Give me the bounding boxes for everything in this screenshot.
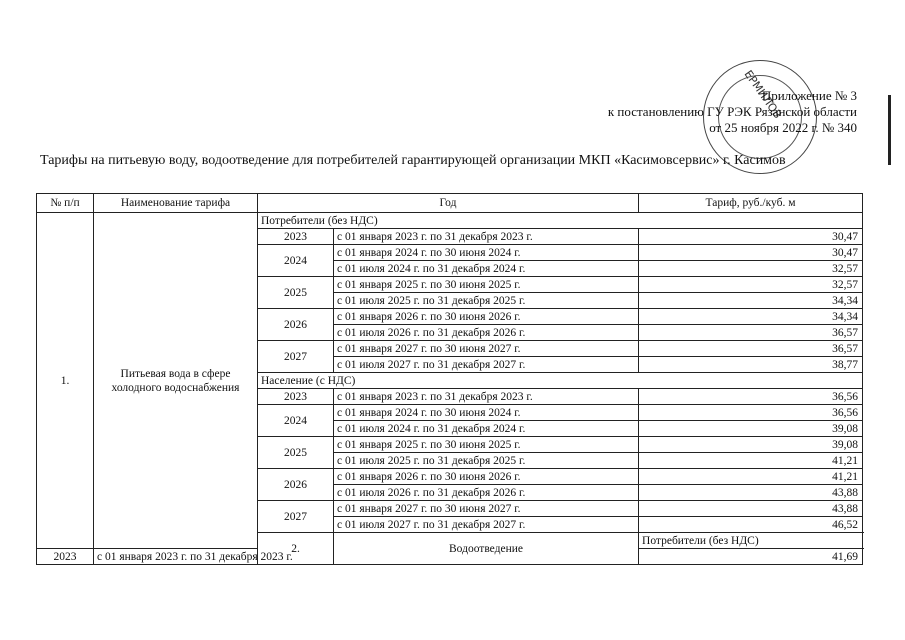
row-num: 1. bbox=[37, 213, 94, 549]
tariff-table bbox=[36, 193, 863, 565]
document-title: Тарифы на питьевую воду, водоотведение для потребителей гарантирующей организации МКП «Касимовсервис» г. Касимов bbox=[40, 153, 786, 168]
period-cell: с 01 июля 2025 г. по 31 декабря 2025 г. bbox=[334, 453, 639, 469]
year-cell: 2023 bbox=[258, 229, 334, 245]
tariff-cell: 32,57 bbox=[639, 261, 863, 277]
year-cell: 2025 bbox=[258, 437, 334, 469]
period-cell: с 01 июля 2024 г. по 31 декабря 2024 г. bbox=[334, 421, 639, 437]
period-cell: с 01 января 2025 г. по 30 июня 2025 г. bbox=[334, 437, 639, 453]
year-cell: 2026 bbox=[258, 469, 334, 501]
period-cell: с 01 января 2026 г. по 30 июня 2026 г. bbox=[334, 469, 639, 485]
year-cell: 2026 bbox=[258, 309, 334, 341]
period-cell: с 01 января 2023 г. по 31 декабря 2023 г. bbox=[334, 389, 639, 405]
period-cell: с 01 января 2027 г. по 30 июня 2027 г. bbox=[334, 341, 639, 357]
year-cell: 2025 bbox=[258, 277, 334, 309]
period-cell: с 01 января 2026 г. по 30 июня 2026 г. bbox=[334, 309, 639, 325]
col-tariff: Тариф, руб./куб. м bbox=[639, 194, 863, 213]
resolution-ref: к постановлению ГУ РЭК Рязанской области bbox=[607, 104, 857, 119]
col-year: Год bbox=[258, 194, 639, 213]
tariff-cell: 41,21 bbox=[639, 453, 863, 469]
period-cell: с 01 июля 2026 г. по 31 декабря 2026 г. bbox=[334, 325, 639, 341]
tariff-cell: 43,88 bbox=[639, 485, 863, 501]
period-cell: с 01 июля 2027 г. по 31 декабря 2027 г. bbox=[334, 517, 639, 533]
resolution-date: от 25 ноября 2022 г. № 340 bbox=[709, 120, 857, 135]
row-tariff-name: Питьевая вода в сфере холодного водоснабжения bbox=[94, 213, 258, 549]
period-cell: с 01 июля 2026 г. по 31 декабря 2026 г. bbox=[334, 485, 639, 501]
tariff-cell: 36,56 bbox=[639, 405, 863, 421]
col-tariff-name: Наименование тарифа bbox=[94, 194, 258, 213]
table-row bbox=[37, 213, 863, 229]
appendix-number: Приложение № 3 bbox=[761, 88, 857, 103]
tariff-cell: 36,56 bbox=[639, 389, 863, 405]
tariff-cell: 34,34 bbox=[639, 309, 863, 325]
period-cell: с 01 января 2023 г. по 31 декабря 2023 г. bbox=[94, 549, 258, 565]
period-cell: с 01 января 2024 г. по 30 июня 2024 г. bbox=[334, 245, 639, 261]
tariff-cell: 38,77 bbox=[639, 357, 863, 373]
year-cell: 2027 bbox=[258, 501, 334, 533]
row-tariff-name: Водоотведение bbox=[334, 533, 639, 565]
period-cell: с 01 июля 2027 г. по 31 декабря 2027 г. bbox=[334, 357, 639, 373]
tariff-cell: 36,57 bbox=[639, 325, 863, 341]
year-cell: 2024 bbox=[258, 245, 334, 277]
tariff-cell: 30,47 bbox=[639, 229, 863, 245]
stamp-signature: ЕРМИЛОВ bbox=[741, 67, 785, 122]
year-cell: 2027 bbox=[258, 341, 334, 373]
tariff-cell: 39,08 bbox=[639, 421, 863, 437]
tariff-cell: 39,08 bbox=[639, 437, 863, 453]
tariff-cell: 41,69 bbox=[639, 549, 863, 565]
tariff-cell: 41,21 bbox=[639, 469, 863, 485]
period-cell: с 01 июля 2024 г. по 31 декабря 2024 г. bbox=[334, 261, 639, 277]
table-header-row bbox=[37, 194, 863, 213]
group-label: Потребители (без НДС) bbox=[639, 533, 863, 549]
tariff-cell: 32,57 bbox=[639, 277, 863, 293]
period-cell: с 01 января 2023 г. по 31 декабря 2023 г. bbox=[334, 229, 639, 245]
period-cell: с 01 июля 2025 г. по 31 декабря 2025 г. bbox=[334, 293, 639, 309]
period-cell: с 01 января 2024 г. по 30 июня 2024 г. bbox=[334, 405, 639, 421]
group-label: Потребители (без НДС) bbox=[258, 213, 863, 229]
year-cell: 2023 bbox=[37, 549, 94, 565]
group-label: Население (с НДС) bbox=[258, 373, 863, 389]
period-cell: с 01 января 2025 г. по 30 июня 2025 г. bbox=[334, 277, 639, 293]
tariff-cell: 36,57 bbox=[639, 341, 863, 357]
tariff-cell: 34,34 bbox=[639, 293, 863, 309]
tariff-cell: 30,47 bbox=[639, 245, 863, 261]
period-cell: с 01 января 2027 г. по 30 июня 2027 г. bbox=[334, 501, 639, 517]
row-num: 2. bbox=[258, 533, 334, 565]
tariff-cell: 46,52 bbox=[639, 517, 863, 533]
tariff-cell: 43,88 bbox=[639, 501, 863, 517]
col-num: № п/п bbox=[37, 194, 94, 213]
scan-edge-mark bbox=[888, 95, 891, 165]
year-cell: 2023 bbox=[258, 389, 334, 405]
year-cell: 2024 bbox=[258, 405, 334, 437]
